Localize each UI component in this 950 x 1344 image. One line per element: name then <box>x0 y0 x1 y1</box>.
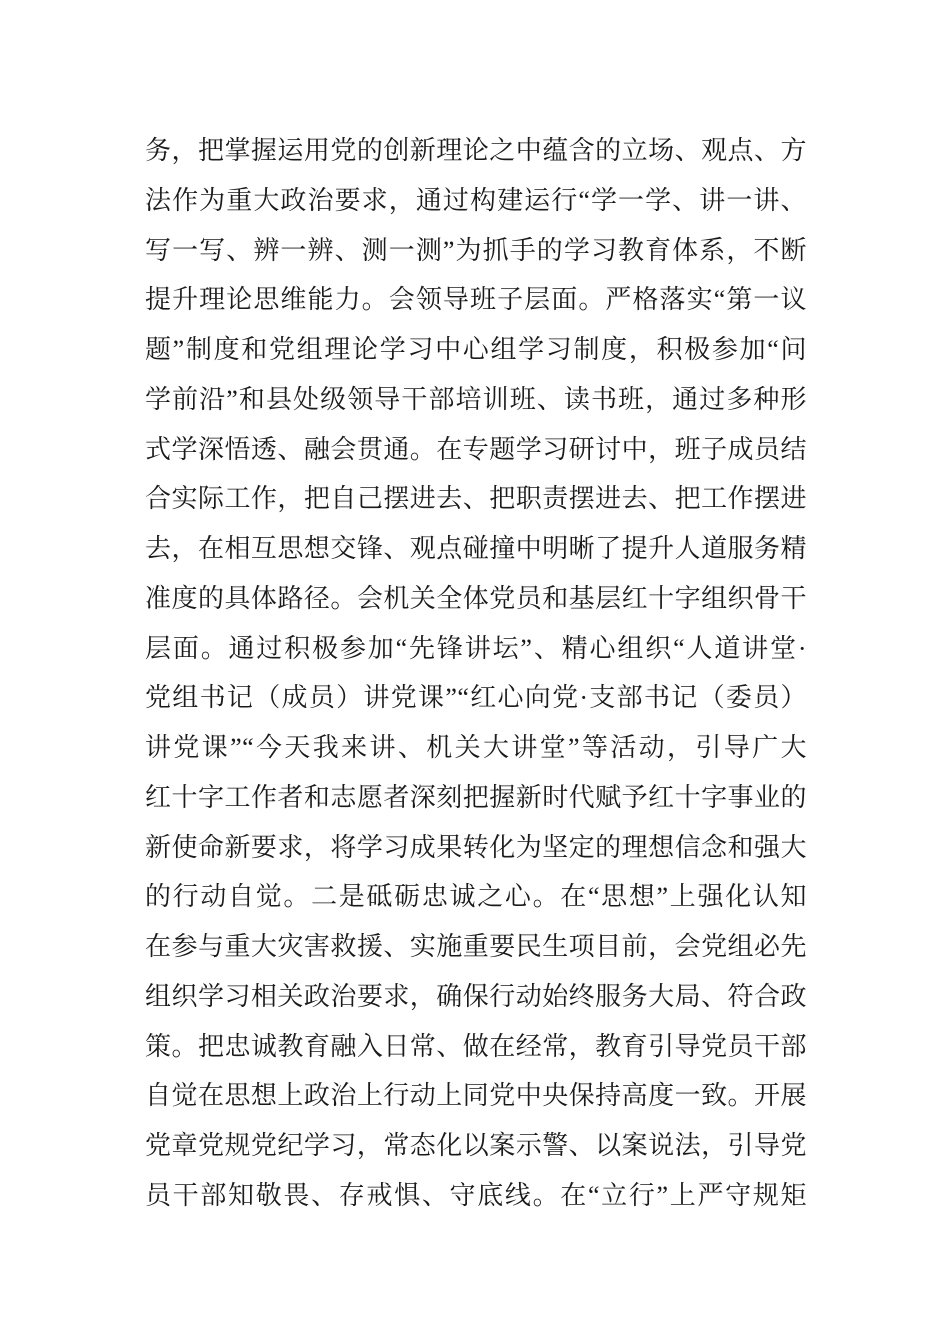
text-line: 层面。通过积极参加“先锋讲坛”、精心组织“人道讲堂· <box>145 633 807 663</box>
text-line: 在参与重大灾害救援、实施重要民生项目前，会党组必先 <box>145 932 808 961</box>
text-line: 的行动自觉。二是砥砺忠诚之心。在“思想”上强化认知 <box>145 882 807 912</box>
text-line: 提升理论思维能力。会领导班子层面。严格落实“第一议 <box>145 285 807 315</box>
text-line: 党章党规党纪学习，常态化以案示警、以案说法，引导党 <box>145 1131 808 1160</box>
text-line: 学前沿”和县处级领导干部培训班、读书班，通过多种形 <box>145 384 807 414</box>
text-line: 合实际工作，把自己摆进去、把职责摆进去、把工作摆进 <box>145 484 808 514</box>
text-line: 自觉在思想上政治上行动上同党中央保持高度一致。开展 <box>145 1081 808 1111</box>
text-line: 讲党课”“今天我来讲、机关大讲堂”等活动，引导广大 <box>145 733 807 762</box>
text-line: 写一写、辨一辨、测一测”为抓手的学习教育体系，不断 <box>145 235 807 265</box>
document-text-block <box>145 126 807 1221</box>
text-line: 题”制度和党组理论学习中心组学习制度，积极参加“问 <box>145 335 807 364</box>
text-line: 党组书记（成员）讲党课”“红心向党·支部书记（委员） <box>145 683 807 713</box>
text-line: 去，在相互思想交锋、观点碰撞中明晰了提升人道服务精 <box>145 534 808 563</box>
text-line: 法作为重大政治要求，通过构建运行“学一学、讲一讲、 <box>145 185 807 215</box>
text-line: 红十字工作者和志愿者深刻把握新时代赋予红十字事业的 <box>145 782 808 812</box>
text-line: 员干部知敬畏、存戒惧、守底线。在“立行”上严守规矩 <box>145 1180 807 1210</box>
text-line: 准度的具体路径。会机关全体党员和基层红十字组织骨干 <box>145 583 808 613</box>
text-line: 策。把忠诚教育融入日常、做在经常，教育引导党员干部 <box>145 1031 808 1061</box>
text-line: 务，把掌握运用党的创新理论之中蕴含的立场、观点、方 <box>145 136 808 165</box>
text-line: 新使命新要求，将学习成果转化为坚定的理想信念和强大 <box>145 832 808 862</box>
text-line: 式学深悟透、融会贯通。在专题学习研讨中，班子成员结 <box>145 434 808 464</box>
text-line: 组织学习相关政治要求，确保行动始终服务大局、符合政 <box>145 981 808 1011</box>
